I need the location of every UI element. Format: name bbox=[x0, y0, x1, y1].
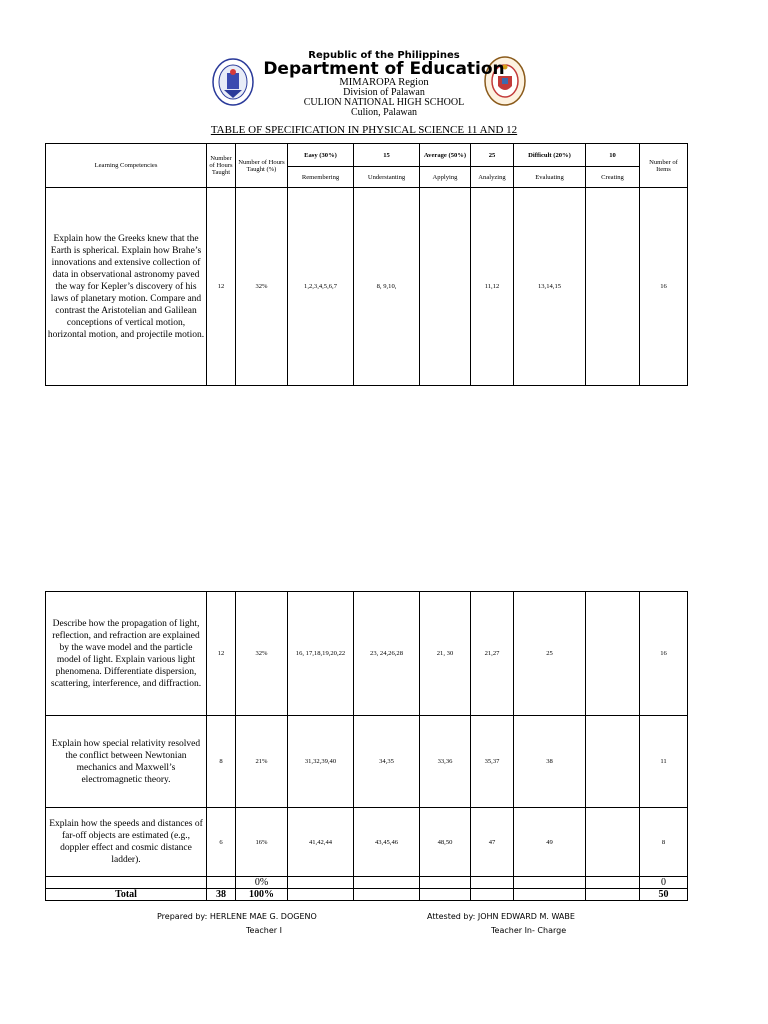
table-title: TABLE OF SPECIFICATION IN PHYSICAL SCIENCE 11 AND 12 bbox=[210, 124, 518, 136]
prepared-by: Prepared by: HERLENE MAE G. DOGENO bbox=[157, 912, 317, 921]
total-label: Total bbox=[46, 889, 207, 901]
hours-cell: 6 bbox=[207, 808, 236, 877]
prepared-by-role: Teacher I bbox=[246, 926, 282, 935]
evaluating-cell: 49 bbox=[514, 808, 586, 877]
department-heading: Department of Education bbox=[263, 59, 505, 79]
header-competencies: Learning Competencies bbox=[46, 144, 207, 188]
total-items: 50 bbox=[640, 889, 688, 901]
header-applying: Applying bbox=[420, 167, 471, 188]
percent-cell: 32% bbox=[236, 592, 288, 716]
header-understanding: Understanting bbox=[354, 167, 420, 188]
applying-cell: 33,36 bbox=[420, 716, 471, 808]
remembering-cell: 41,42,44 bbox=[288, 808, 354, 877]
division-line: Division of Palawan bbox=[343, 87, 425, 98]
table-row bbox=[46, 188, 688, 386]
creating-cell bbox=[586, 592, 640, 716]
header-difficult-items: 10 bbox=[586, 144, 640, 167]
remembering-cell: 16, 17,18,19,20,22 bbox=[288, 592, 354, 716]
evaluating-cell: 38 bbox=[514, 716, 586, 808]
applying-cell bbox=[420, 188, 471, 386]
applying-cell: 48,50 bbox=[420, 808, 471, 877]
creating-cell bbox=[586, 808, 640, 877]
school-town: Culion, Palawan bbox=[350, 107, 418, 118]
items-cell: 16 bbox=[640, 592, 688, 716]
understanding-cell: 43,45,46 bbox=[354, 808, 420, 877]
items-cell: 16 bbox=[640, 188, 688, 386]
header-average-items: 25 bbox=[471, 144, 514, 167]
evaluating-cell: 25 bbox=[514, 592, 586, 716]
header-evaluating: Evaluating bbox=[514, 167, 586, 188]
total-percent: 100% bbox=[236, 889, 288, 901]
zero-percent-cell: 0% bbox=[236, 877, 288, 889]
header-difficult: Difficult (20%) bbox=[514, 144, 586, 167]
header-creating: Creating bbox=[586, 167, 640, 188]
remembering-cell: 31,32,39,40 bbox=[288, 716, 354, 808]
specification-table-part-1 bbox=[45, 143, 688, 386]
competency-cell: Explain how special relativity resolved the conflict between Newtonian mechanics and Maxwell’s electromagnetic theory. bbox=[46, 716, 207, 808]
header-analyzing: Analyzing bbox=[471, 167, 514, 188]
creating-cell bbox=[586, 188, 640, 386]
percent-cell: 21% bbox=[236, 716, 288, 808]
analyzing-cell: 11,12 bbox=[471, 188, 514, 386]
hours-cell: 12 bbox=[207, 592, 236, 716]
analyzing-cell: 21,27 bbox=[471, 592, 514, 716]
header-average: Average (50%) bbox=[420, 144, 471, 167]
blank-row bbox=[46, 877, 688, 889]
hours-cell: 12 bbox=[207, 188, 236, 386]
header-items: Number of Items bbox=[640, 144, 688, 188]
republic-heading: Republic of the Philippines bbox=[308, 50, 460, 61]
competency-cell: Describe how the propagation of light, reflection, and refraction are explained by the wave model and the particle model of light. Explain various light phenomena. Differentiate dispersion, scattering, interference, and diffraction. bbox=[46, 592, 207, 716]
creating-cell bbox=[586, 716, 640, 808]
attested-by: Attested by: JOHN EDWARD M. WABE bbox=[427, 912, 575, 921]
zero-items-cell: 0 bbox=[640, 877, 688, 889]
hours-cell: 8 bbox=[207, 716, 236, 808]
items-cell: 8 bbox=[640, 808, 688, 877]
table-row bbox=[46, 716, 688, 808]
applying-cell: 21, 30 bbox=[420, 592, 471, 716]
table-row bbox=[46, 592, 688, 716]
percent-cell: 32% bbox=[236, 188, 288, 386]
evaluating-cell: 13,14,15 bbox=[514, 188, 586, 386]
competency-cell: Explain how the speeds and distances of far-off objects are estimated (e.g., doppler effect and cosmic distance ladder). bbox=[46, 808, 207, 877]
header-remembering: Remembering bbox=[288, 167, 354, 188]
header-hours: Number of Hours Taught bbox=[207, 144, 236, 188]
understanding-cell: 23, 24,26,28 bbox=[354, 592, 420, 716]
school-name: CULION NATIONAL HIGH SCHOOL bbox=[303, 97, 465, 108]
percent-cell: 16% bbox=[236, 808, 288, 877]
remembering-cell: 1,2,3,4,5,6,7 bbox=[288, 188, 354, 386]
analyzing-cell: 47 bbox=[471, 808, 514, 877]
header-easy: Easy (30%) bbox=[288, 144, 354, 167]
analyzing-cell: 35,37 bbox=[471, 716, 514, 808]
attested-by-role: Teacher In- Charge bbox=[491, 926, 567, 935]
header-easy-items: 15 bbox=[354, 144, 420, 167]
table-row bbox=[46, 808, 688, 877]
understanding-cell: 8, 9,10, bbox=[354, 188, 420, 386]
specification-table-part-2 bbox=[45, 591, 688, 901]
understanding-cell: 34,35 bbox=[354, 716, 420, 808]
header-percent: Number of Hours Taught (%) bbox=[236, 144, 288, 188]
region-line: MIMAROPA Region bbox=[339, 77, 429, 88]
competency-cell: Explain how the Greeks knew that the Earth is spherical. Explain how Brahe’s innovations and extensive collection of data in observational astronomy paved the way for Kepler’s discovery of his laws of planetary motion. Compare and contrast the Aristotelian and Galilean conceptions of vertical motion, horizontal motion, and projectile motion. bbox=[46, 188, 207, 386]
total-hours: 38 bbox=[207, 889, 236, 901]
items-cell: 11 bbox=[640, 716, 688, 808]
total-row bbox=[46, 889, 688, 901]
